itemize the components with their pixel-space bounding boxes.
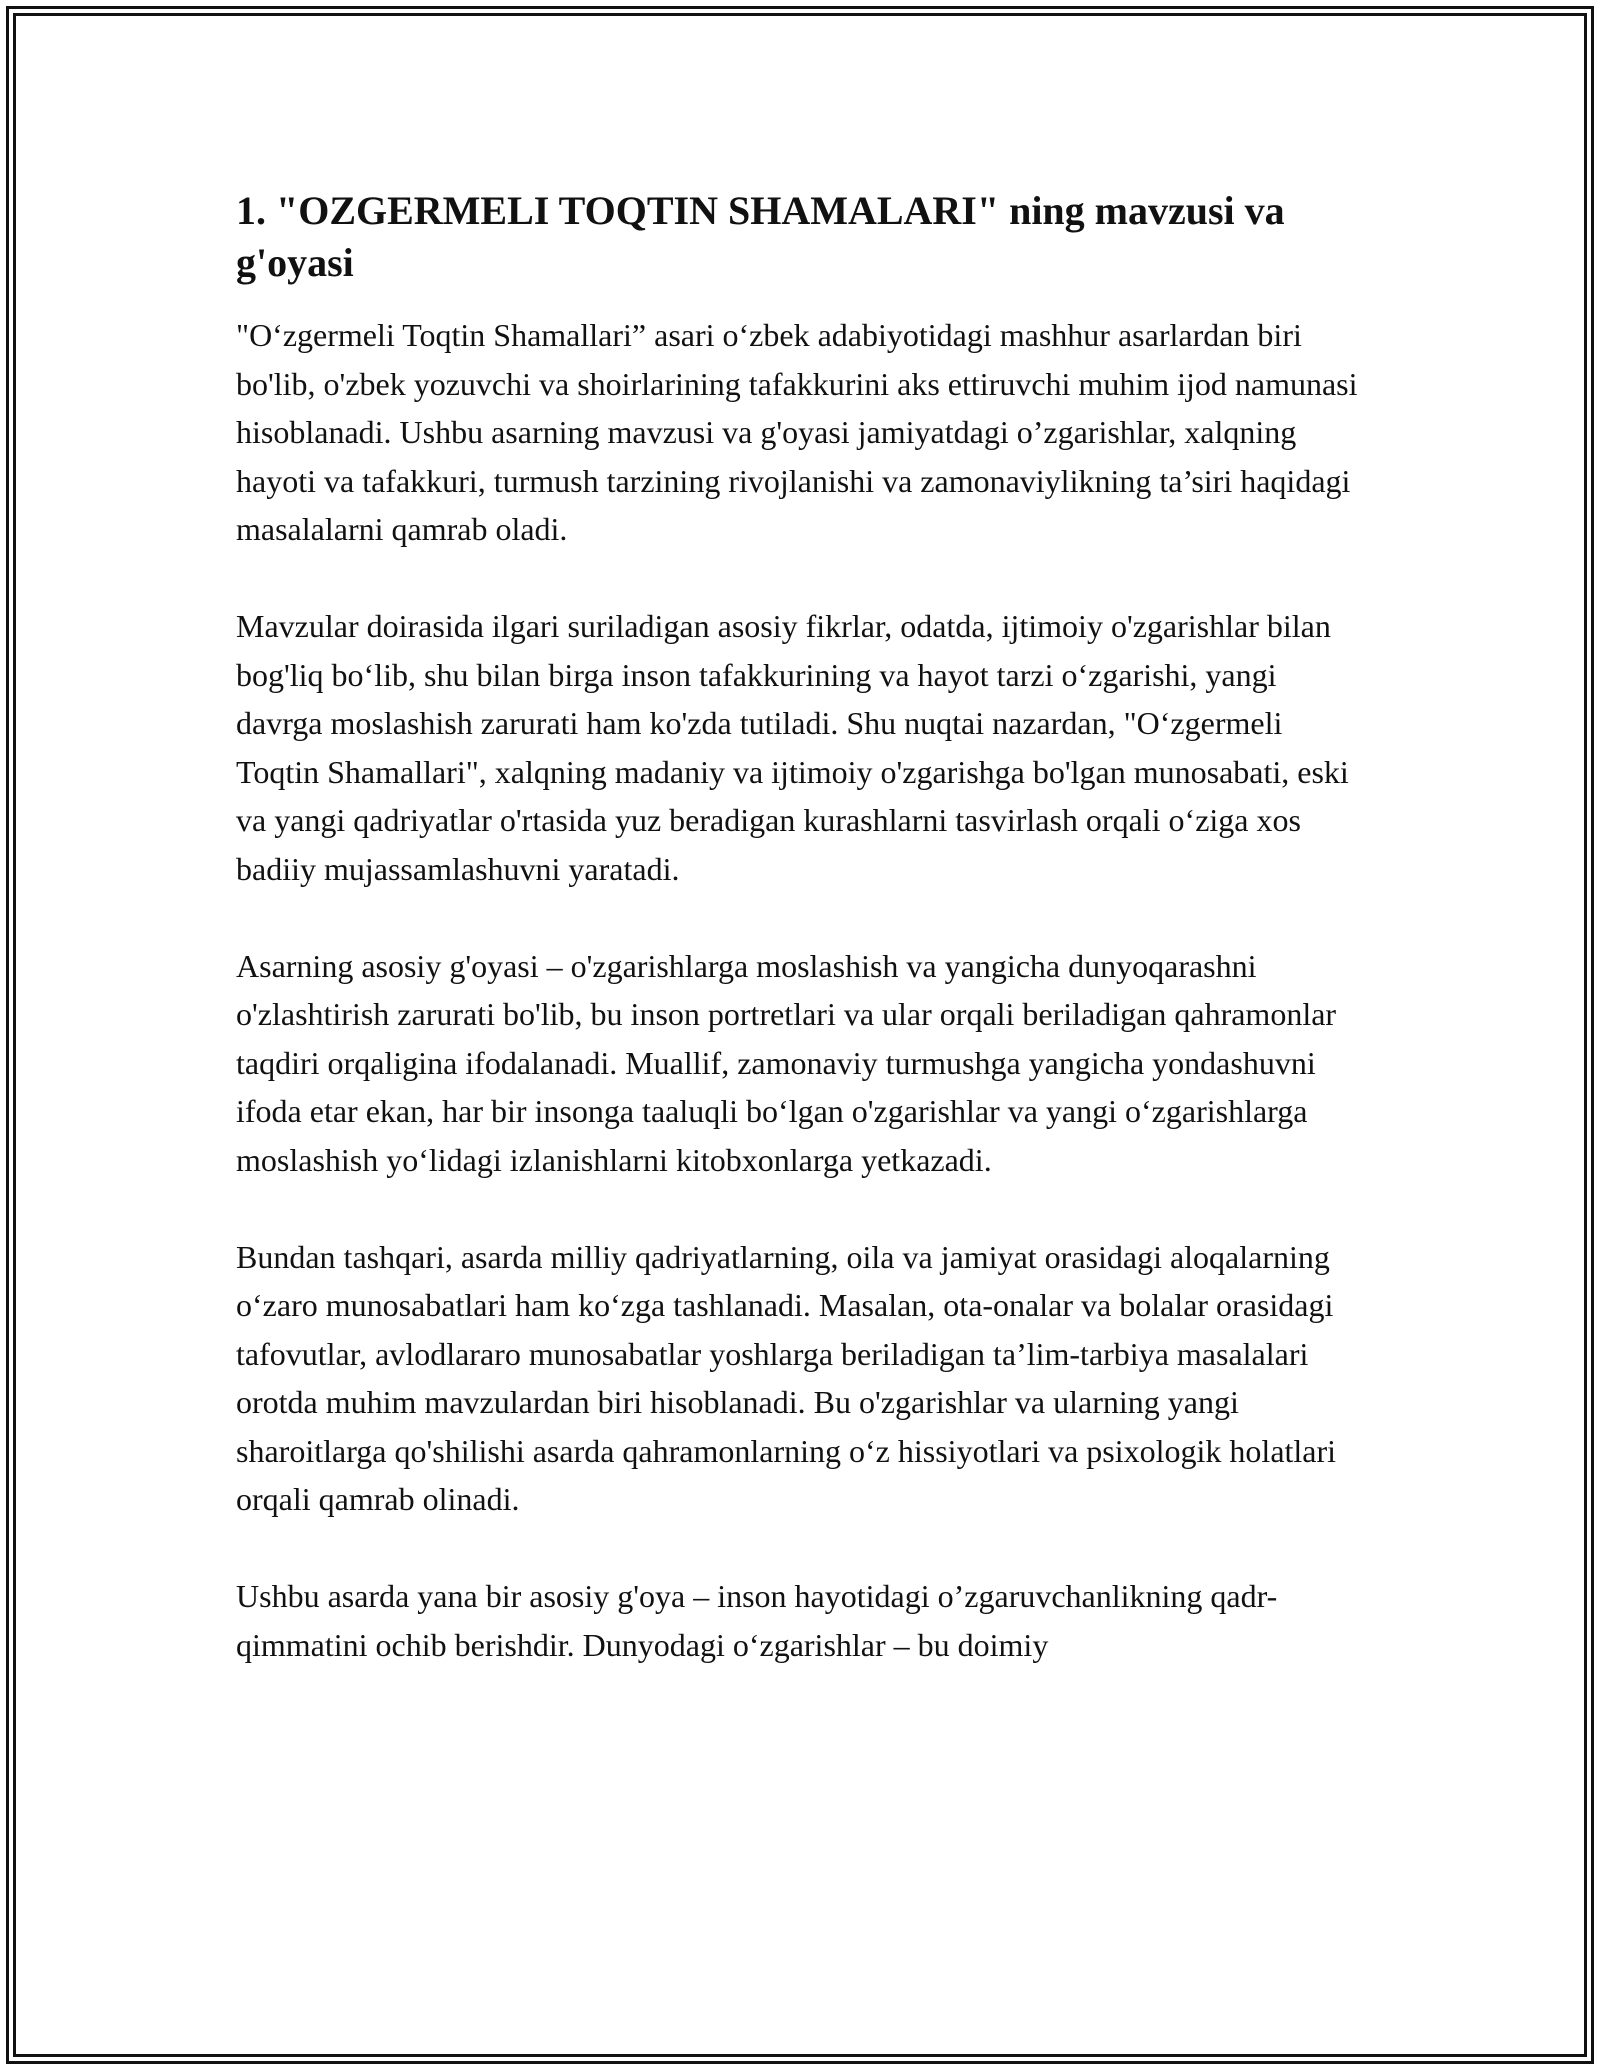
section-heading: 1. "OZGERMELI TOQTIN SHAMALARI" ning mavzusi va g'oyasi <box>236 188 1285 285</box>
paragraph-5: Ushbu asarda yana bir asosiy g'oya – inson hayotidagi o’zgaruvchanlikning qadr-qimmatini ochib berishdir. Dunyodagi o‘zgarishlar – bu doimiy <box>236 1578 1278 1663</box>
paragraph-2: Mavzular doirasida ilgari suriladigan asosiy fikrlar, odatda, ijtimoiy o'zgarishlar bilan bog'liq bo‘lib, shu bilan birga inson tafakkurining va hayot tarzi o‘zgarishi, yangi davrga moslashish zarurati ham ko'zda tutiladi. Shu nuqtai nazardan, "O‘zgermeli Toqtin Shamallari", xalqning madaniy va ijtimoiy o'zgarishga bo'lgan munosabati, eski va yangi qadriyatlar o'rtasida yuz beradigan kurashlarni tasvirlash orqali o‘ziga xos badiiy mujassamlashuvni yaratadi. <box>236 608 1349 887</box>
document-body <box>236 185 1366 1718</box>
paragraph-3: Asarning asosiy g'oyasi – o'zgarishlarga moslashish va yangicha dunyoqarashni o'zlashtirish zarurati bo'lib, bu inson portretlari va ular orqali beriladigan qahramonlar taqdiri orqaligina ifodalanadi. Muallif, zamonaviy turmushga yangicha yondashuvni ifoda etar ekan, har bir insonga taaluqli bo‘lgan o'zgarishlar va yangi o‘zgarishlarga moslashish yo‘lidagi izlanishlarni kitobxonlarga yetkazadi. <box>236 947 1337 1178</box>
paragraph-4: Bundan tashqari, asarda milliy qadriyatlarning, oila va jamiyat orasidagi aloqalarning o‘zaro munosabatlari ham ko‘zga tashlanadi. Masalan, ota-onalar va bolalar orasidagi tafovutlar, avlodlararo munosabatlar yoshlarga beriladigan ta’lim-tarbiya masalalari orotda muhim mavzulardan biri hisoblanadi. Bu o'zgarishlar va ularning yangi sharoitlarga qo'shilishi asarda qahramonlarning o‘z hissiyotlari va psixologik holatlari orqali qamrab olinadi. <box>236 1238 1337 1517</box>
paragraph-1: "O‘zgermeli Toqtin Shamallari” asari o‘zbek adabiyotidagi mashhur asarlardan biri bo'lib, o'zbek yozuvchi va shoirlarining tafakkurini aks ettiruvchi muhim ijod namunasi hisoblanadi. Ushbu asarning mavzusi va g'oyasi jamiyatdagi o’zgarishlar, xalqning hayoti va tafakkuri, turmush tarzining rivojlanishi va zamonaviylikning ta’siri haqidagi masalalarni qamrab oladi. <box>236 317 1358 547</box>
